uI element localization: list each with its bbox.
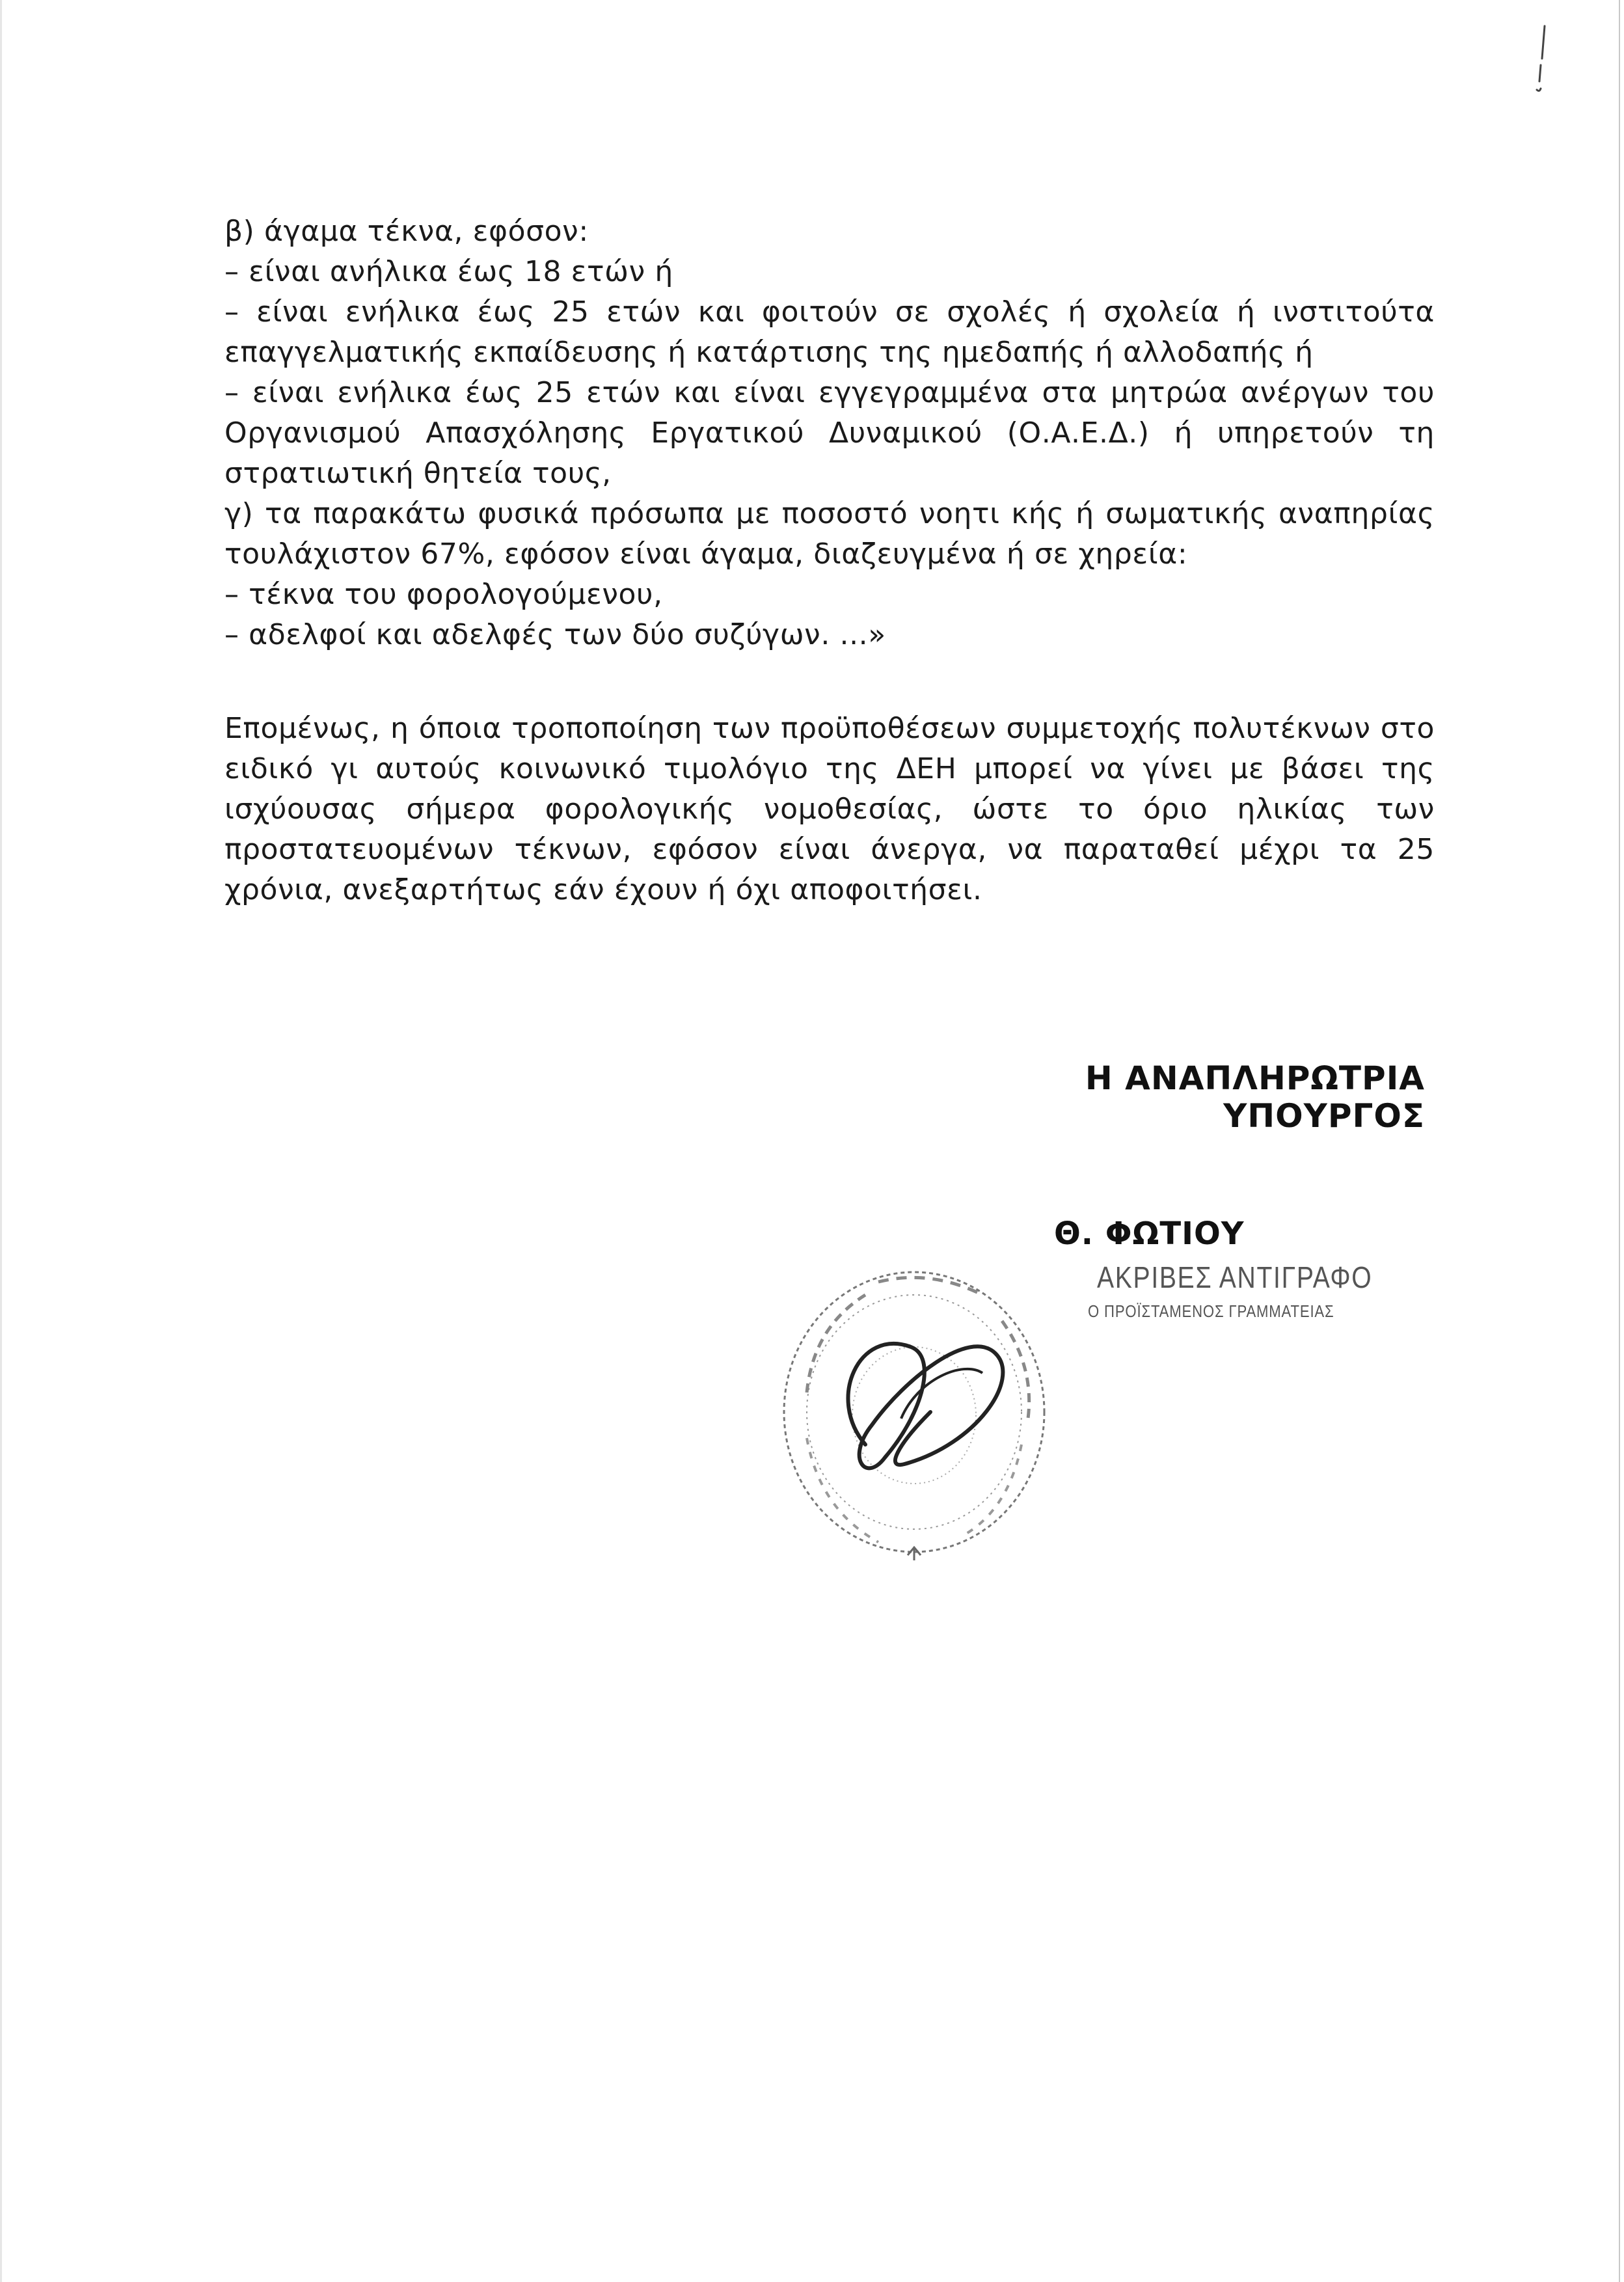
signatory-name: Θ. ΦΩΤΙΟΥ (1054, 1216, 1245, 1252)
true-copy-stamp-subtext: Ο ΠΡΟΪΣΤΑΜΕΝΟΣ ΓΡΑΜΜΑΤΕΙΑΣ (1088, 1301, 1334, 1321)
body-line: γ) τα παρακάτω φυσικά πρόσωπα με ποσοστό νοητι κής ή σωματικής αναπηρίας (224, 497, 1435, 530)
body-line: επαγγελματικής εκπαίδευσης ή κατάρτισης της ημεδαπής ή αλλοδαπής ή (224, 336, 1314, 369)
body-line: Οργανισμού Απασχόλησης Εργατικού Δυναμικού (Ο.Α.Ε.Δ.) ή υπηρετούν τη (224, 416, 1435, 450)
true-copy-stamp-text: ΑΚΡΙΒΕΣ ΑΝΤΙΓΡΑΦΟ (1097, 1260, 1373, 1294)
body-line: τουλάχιστον 67%, εφόσον είναι άγαμα, διαζευγμένα ή σε χηρεία: (224, 537, 1188, 571)
paragraph-line: ισχύουσας σήμερα φορολογικής νομοθεσίας, ώστε το όριο ηλικίας των (224, 793, 1435, 826)
paragraph-line: προστατευομένων τέκνων, εφόσον είναι άνεργα, να παραταθεί μέχρι τα 25 (224, 833, 1435, 866)
body-line: – τέκνα του φορολογούμενου, (224, 578, 663, 611)
signatory-title: Η ΑΝΑΠΛΗΡΩΤΡΙΑ ΥΠΟΥΡΓΟΣ (1085, 1059, 1425, 1135)
body-line: – είναι ανήλικα έως 18 ετών ή (224, 255, 673, 288)
page-edge-right (1619, 0, 1620, 2282)
body-line: – είναι ενήλικα έως 25 ετών και είναι εγγεγραμμένα στα μητρώα ανέργων του (224, 376, 1435, 409)
paragraph-line: ειδικό γι αυτούς κοινωνικό τιμολόγιο της ΔΕΗ μπορεί να γίνει με βάσει της (224, 752, 1435, 785)
body-line: – αδελφοί και αδελφές των δύο συζύγων. ...» (224, 618, 886, 651)
corner-pen-mark (1522, 20, 1562, 104)
paragraph-line: Επομένως, η όποια τροποποίηση των προϋποθέσεων συμμετοχής πολυτέκνων στο (224, 712, 1435, 745)
paragraph-line: χρόνια, ανεξαρτήτως εάν έχουν ή όχι αποφοιτήσει. (224, 873, 982, 906)
official-seal-with-signature (768, 1249, 1067, 1575)
page-edge-left (0, 0, 2, 2282)
body-line: στρατιωτική θητεία τους, (224, 457, 612, 490)
letter-body (224, 211, 1435, 910)
body-line: – είναι ενήλικα έως 25 ετών και φοιτούν σε σχολές ή σχολεία ή ινστιτούτα (224, 295, 1435, 329)
body-line: β) άγαμα τέκνα, εφόσον: (224, 215, 589, 248)
